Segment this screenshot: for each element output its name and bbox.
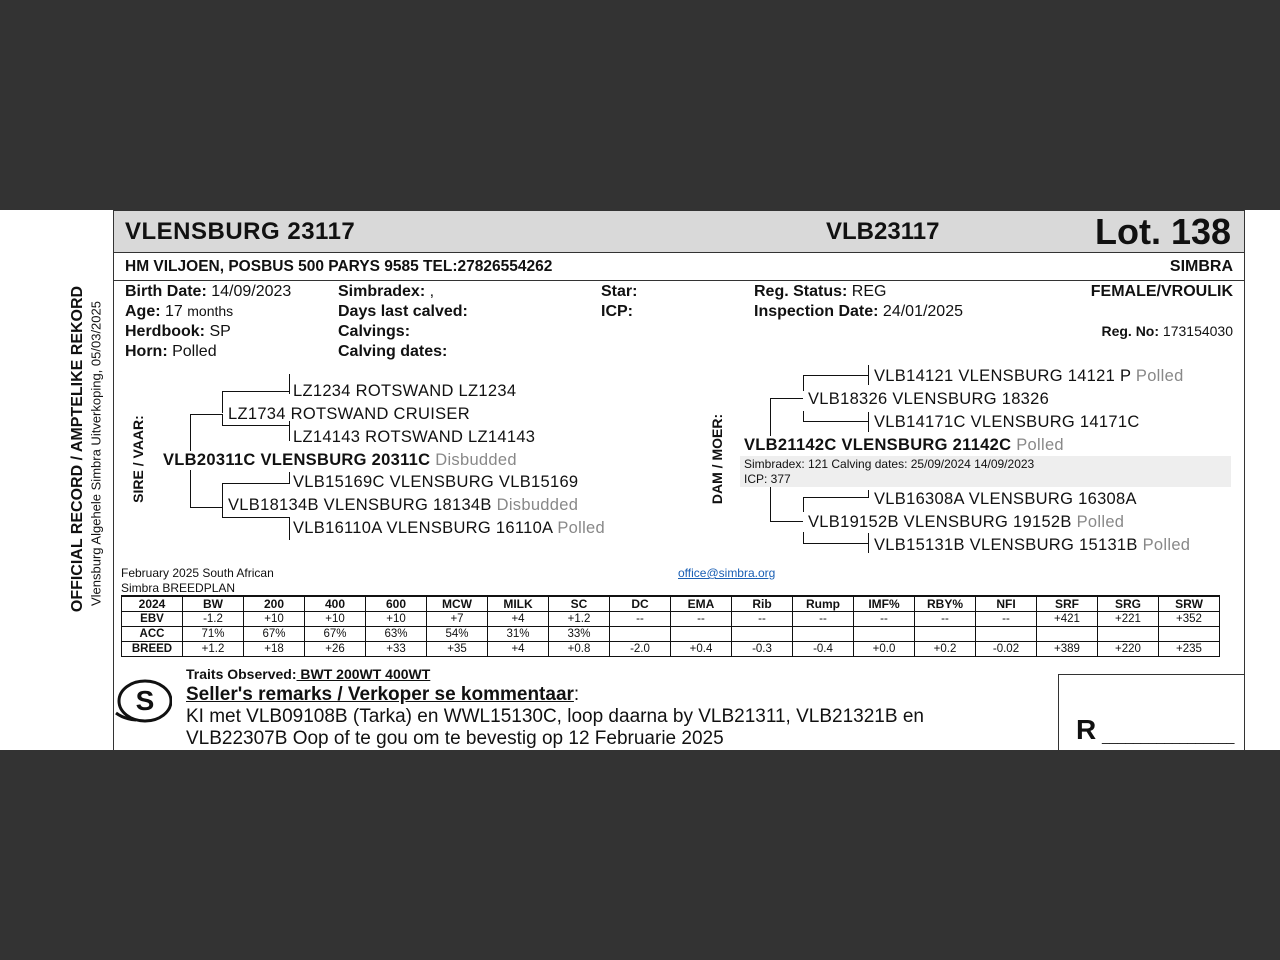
traits-label: Traits Observed: — [186, 666, 297, 682]
ped-line — [868, 533, 869, 553]
breedplan-cell — [976, 627, 1037, 642]
days-last-calved-label: Days last calved: — [338, 303, 468, 320]
breedplan-header-cell: SRW — [1159, 596, 1220, 612]
icp-label: ICP: — [601, 303, 633, 320]
calvings-label: Calvings: — [338, 323, 411, 340]
breedplan-cell: +10 — [305, 612, 366, 627]
breedplan-cell: 67% — [244, 627, 305, 642]
dam-sire-dam — [874, 413, 1140, 432]
breedplan-cell: 31% — [488, 627, 549, 642]
breedplan-cell — [854, 627, 915, 642]
breedplan-header-cell: MCW — [427, 596, 488, 612]
remarks-title: Seller's remarks / Verkoper se kommentaar — [186, 684, 574, 705]
ped-line — [222, 483, 223, 508]
dam-info-line1: Simbradex: 121 Calving dates: 25/09/2024 14/09/2023 — [744, 457, 1035, 471]
horn-value: Polled — [172, 343, 217, 360]
inspection-value: 24/01/2025 — [882, 303, 963, 320]
ped-line — [289, 517, 290, 540]
birth-date-value: 14/09/2023 — [211, 283, 292, 300]
breedplan-cell: +1.2 — [183, 642, 244, 657]
ancestor-name: VLB18134B VLENSBURG 18134B — [228, 496, 492, 514]
dam-dam-sire — [874, 490, 1137, 509]
lot-number: Lot. 138 — [1095, 211, 1232, 252]
ancestor-name: LZ1734 ROTSWAND CRUISER — [228, 405, 470, 423]
ped-line — [222, 425, 290, 426]
reg-status-row — [754, 283, 886, 301]
breedplan-header-cell: 400 — [305, 596, 366, 612]
ancestor-name: VLB14171C VLENSBURG 14171C — [874, 413, 1140, 431]
breedplan-cell: -0.3 — [732, 642, 793, 657]
ancestor-name: VLB14121 VLENSBURG 14121 P — [874, 367, 1131, 385]
ped-line — [770, 398, 771, 436]
breedplan-header-cell: 600 — [366, 596, 427, 612]
sire-dam-sire — [293, 473, 578, 492]
breedplan-header-cell: EMA — [671, 596, 732, 612]
ancestor-horn: Polled — [1142, 536, 1191, 554]
ancestor-horn: Polled — [1076, 513, 1125, 531]
dam-info-line2: ICP: 377 — [744, 472, 791, 486]
remarks-line-2: VLB22307B Oop of te gou om te bevestig op 12 Februarie 2025 — [186, 728, 724, 749]
ped-line — [222, 391, 223, 413]
ancestor-name: LZ14143 ROTSWAND LZ14143 — [293, 428, 536, 446]
sale-name-label: Vlensburg Algehele Simbra Uitverkoping, 05/03/2025 — [88, 301, 104, 606]
ped-line — [222, 483, 290, 484]
logo-letter: S — [135, 685, 155, 716]
breedplan-cell: -- — [915, 612, 976, 627]
remarks-line-1: KI met VLB09108B (Tarka) en WWL15130C, loop daarna by VLB21311, VLB21321B en — [186, 706, 924, 727]
breedplan-cell — [1098, 627, 1159, 642]
age-label: Age: — [125, 303, 161, 320]
breedplan-header-cell: MILK — [488, 596, 549, 612]
ped-line — [222, 391, 290, 392]
ped-line — [803, 375, 804, 391]
ped-line — [222, 517, 290, 518]
traits-value: BWT 200WT 400WT — [296, 666, 431, 682]
breedplan-cell: +33 — [366, 642, 427, 657]
sire-label: SIRE / VAAR: — [129, 415, 146, 503]
ped-line — [868, 412, 869, 432]
sire-name: VLB20311C VLENSBURG 20311C — [163, 451, 431, 469]
herdbook-row — [125, 323, 231, 341]
dam-animal — [744, 436, 1064, 455]
breedplan-title-1: February 2025 South African — [121, 566, 274, 580]
ped-line — [222, 414, 223, 426]
birth-date-row — [125, 283, 291, 301]
breedplan-cell: +389 — [1037, 642, 1098, 657]
official-record-label: OFFICIAL RECORD / AMPTELIKE REKORD — [69, 285, 86, 613]
breedplan-cell: +35 — [427, 642, 488, 657]
breedplan-cell: +0.8 — [549, 642, 610, 657]
dam-dam — [808, 513, 1124, 532]
breedplan-header-cell: DC — [610, 596, 671, 612]
breedplan-cell: -- — [793, 612, 854, 627]
calving-dates-label: Calving dates: — [338, 343, 448, 360]
ancestor-horn: Polled — [557, 519, 606, 537]
breed-name: SIMBRA — [1169, 258, 1233, 275]
breedplan-cell: +421 — [1037, 612, 1098, 627]
breedplan-row — [122, 612, 1220, 627]
breedplan-cell: -0.4 — [793, 642, 854, 657]
breedplan-cell — [671, 627, 732, 642]
ancestor-name: VLB16110A VLENSBURG 16110A — [293, 519, 553, 537]
breedplan-header-cell: SRF — [1037, 596, 1098, 612]
breedplan-cell — [732, 627, 793, 642]
ped-line — [190, 470, 191, 508]
ancestor-name: VLB16308A VLENSBURG 16308A — [874, 490, 1137, 508]
price-symbol: R — [1076, 714, 1097, 745]
breedplan-cell — [610, 627, 671, 642]
breedplan-header-cell: SC — [549, 596, 610, 612]
owner-divider — [114, 280, 1244, 281]
breedplan-cell: +7 — [427, 612, 488, 627]
ped-line — [770, 398, 803, 399]
breedplan-cell: -- — [976, 612, 1037, 627]
reg-no-label: Reg. No: — [1101, 323, 1160, 339]
ped-line — [770, 486, 771, 522]
breedplan-cell — [1037, 627, 1098, 642]
dam-sire-sire — [874, 367, 1184, 386]
sire-dam — [228, 496, 578, 515]
reg-status-label: Reg. Status: — [754, 283, 848, 300]
breedplan-cell: -- — [610, 612, 671, 627]
breedplan-cell: +221 — [1098, 612, 1159, 627]
inspection-row — [754, 303, 963, 321]
breedplan-row-label: ACC — [122, 627, 183, 642]
reg-status-value: REG — [851, 283, 887, 300]
reg-no-value: 173154030 — [1162, 323, 1233, 339]
breedplan-cell: +220 — [1098, 642, 1159, 657]
breedplan-cell: +10 — [366, 612, 427, 627]
breedplan-cell: -- — [854, 612, 915, 627]
breedplan-cell — [915, 627, 976, 642]
sire-sire-sire — [293, 382, 516, 401]
star-label: Star: — [601, 283, 638, 300]
price-blank[interactable]: _________________ — [1102, 728, 1235, 744]
breedplan-header-cell: SRG — [1098, 596, 1159, 612]
ancestor-horn: Polled — [1135, 367, 1184, 385]
breedplan-row-label: BREED — [122, 642, 183, 657]
breedplan-table — [121, 595, 1220, 657]
breedplan-cell: +0.4 — [671, 642, 732, 657]
animal-name: VLENSBURG 23117 — [125, 218, 356, 245]
email-link[interactable]: office@simbra.org — [678, 566, 776, 580]
breedplan-cell: -- — [732, 612, 793, 627]
reg-no-row — [1101, 323, 1233, 339]
breedplan-header-cell: NFI — [976, 596, 1037, 612]
herdbook-label: Herdbook: — [125, 323, 205, 340]
ancestor-name: VLB18326 VLENSBURG 18326 — [808, 390, 1050, 408]
remarks-colon: : — [573, 684, 580, 705]
ancestor-name: VLB15131B VLENSBURG 15131B — [874, 536, 1138, 554]
ancestor-name: LZ1234 ROTSWAND LZ1234 — [293, 382, 517, 400]
breedplan-cell: -0.02 — [976, 642, 1037, 657]
breedplan-cell: +10 — [244, 612, 305, 627]
ped-line — [803, 497, 804, 512]
breedplan-cell: 54% — [427, 627, 488, 642]
age-value: 17 — [165, 303, 183, 320]
dam-dam-dam — [874, 536, 1190, 555]
ped-line — [190, 507, 223, 508]
sire-sire-dam — [293, 428, 535, 447]
age-row — [125, 303, 233, 321]
inspection-label: Inspection Date: — [754, 303, 879, 320]
breedplan-cell: -2.0 — [610, 642, 671, 657]
herdbook-value: SP — [209, 323, 231, 340]
breedplan-cell: -- — [671, 612, 732, 627]
breedplan-cell: +0.2 — [915, 642, 976, 657]
ped-line — [289, 472, 290, 484]
dam-sire — [808, 390, 1049, 409]
ped-line — [803, 375, 869, 376]
ped-line — [222, 508, 223, 518]
breedplan-cell — [1159, 627, 1220, 642]
ancestor-horn: Disbudded — [496, 496, 579, 514]
dam-name: VLB21142C VLENSBURG 21142C — [744, 436, 1012, 454]
dam-label: DAM / MOER: — [709, 413, 726, 505]
birth-date-label: Birth Date: — [125, 283, 207, 300]
breedplan-cell — [793, 627, 854, 642]
sire-animal — [163, 451, 517, 470]
simbradex-row — [338, 283, 434, 301]
breedplan-cell: 33% — [549, 627, 610, 642]
breedplan-header-cell: 2024 — [122, 596, 183, 612]
simbradex-value: , — [429, 283, 435, 300]
breedplan-cell: +26 — [305, 642, 366, 657]
simbradex-label: Simbradex: — [338, 283, 426, 300]
ped-line — [190, 414, 223, 415]
sire-dam-dam — [293, 519, 605, 538]
ped-line — [868, 490, 869, 498]
breedplan-cell: +0.0 — [854, 642, 915, 657]
ped-line — [289, 421, 290, 441]
breedplan-cell: +235 — [1159, 642, 1220, 657]
breedplan-cell: +352 — [1159, 612, 1220, 627]
traits-row — [186, 666, 430, 682]
ped-line — [190, 414, 191, 451]
breedplan-header-cell: 200 — [244, 596, 305, 612]
breedplan-cell: 63% — [366, 627, 427, 642]
sire-sire — [228, 405, 470, 424]
ped-line — [803, 543, 869, 544]
owner-address: HM VILJOEN, POSBUS 500 PARYS 9585 TEL:27826554262 — [125, 258, 553, 275]
ancestor-name: VLB19152B VLENSBURG 19152B — [808, 513, 1072, 531]
breedplan-header-cell: IMF% — [854, 596, 915, 612]
animal-reg-code: VLB23117 — [826, 218, 940, 245]
breedplan-cell: +1.2 — [549, 612, 610, 627]
remarks-heading — [186, 684, 579, 706]
horn-row — [125, 343, 217, 361]
ped-line — [770, 521, 803, 522]
sire-horn: Disbudded — [435, 451, 517, 469]
breedplan-header-row — [122, 596, 1220, 612]
breedplan-header-cell: Rib — [732, 596, 793, 612]
breedplan-title-2: Simbra BREEDPLAN — [121, 581, 236, 595]
breedplan-cell: +4 — [488, 612, 549, 627]
ped-line — [803, 421, 869, 422]
ped-line — [803, 497, 869, 498]
breedplan-cell: +4 — [488, 642, 549, 657]
lot-catalogue-sheet — [0, 210, 1280, 750]
age-unit: months — [187, 303, 234, 319]
breedplan-cell: 71% — [183, 627, 244, 642]
breedplan-header-cell: RBY% — [915, 596, 976, 612]
breedplan-row — [122, 642, 1220, 657]
dam-horn: Polled — [1016, 436, 1064, 454]
breedplan-header-cell: Rump — [793, 596, 854, 612]
horn-label: Horn: — [125, 343, 168, 360]
sex-label: FEMALE/VROULIK — [1090, 283, 1233, 300]
breedplan-cell: 67% — [305, 627, 366, 642]
breedplan-header-cell: BW — [183, 596, 244, 612]
breedplan-row — [122, 627, 1220, 642]
breedplan-cell: +18 — [244, 642, 305, 657]
breedplan-row-label: EBV — [122, 612, 183, 627]
breedplan-cell: -1.2 — [183, 612, 244, 627]
ancestor-name: VLB15169C VLENSBURG VLB15169 — [293, 473, 579, 491]
simbra-logo-icon — [114, 675, 172, 725]
